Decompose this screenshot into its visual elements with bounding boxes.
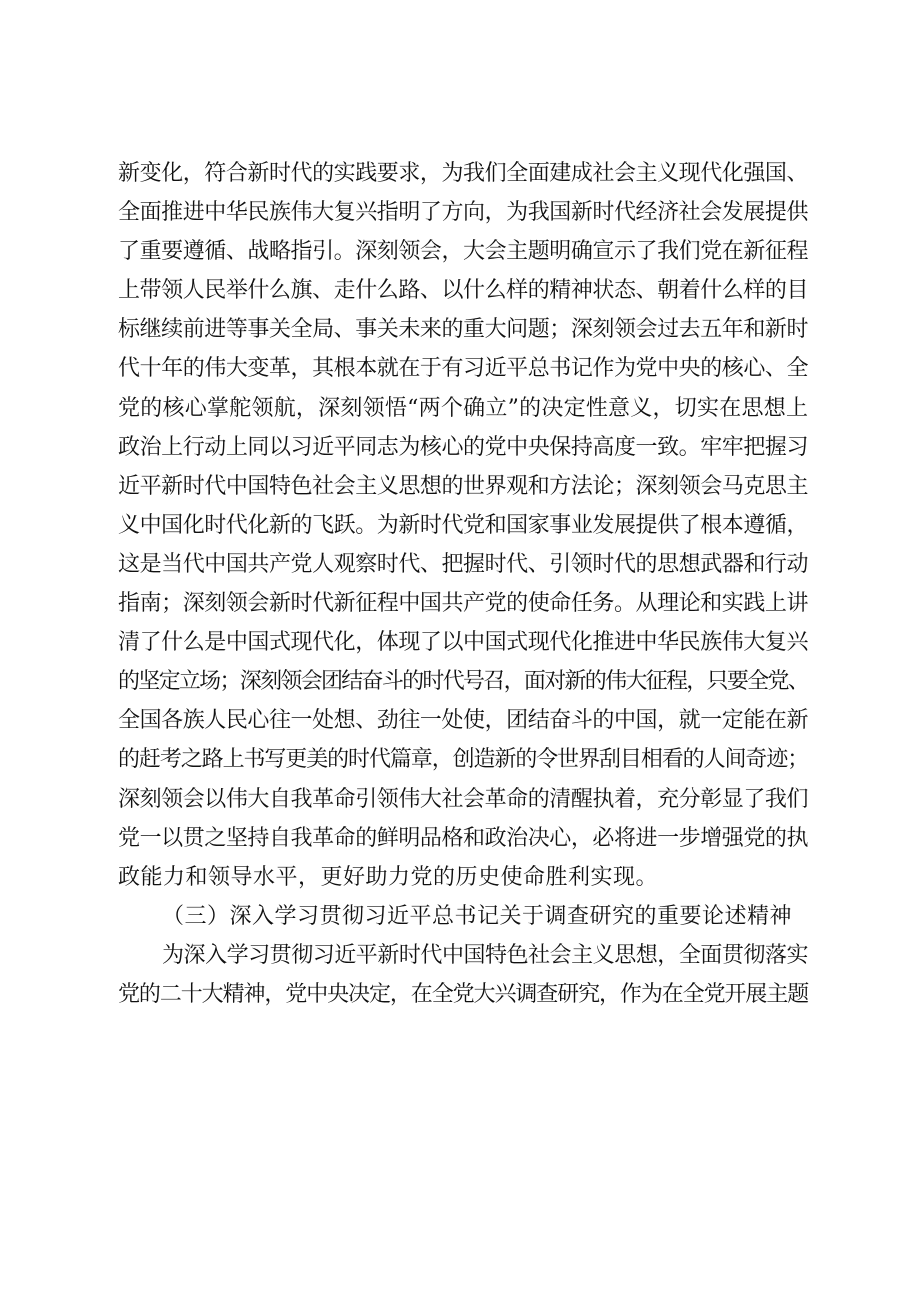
paragraph-line: 政治上行动上同以习近平同志为核心的党中央保持高度一致。牢牢把握习: [118, 434, 808, 460]
paragraph-line: 全面推进中华民族伟大复兴指明了方向，为我国新时代经济社会发展提供: [118, 200, 808, 226]
paragraph-line: 新变化，符合新时代的实践要求，为我们全面建成社会主义现代化强国、: [118, 161, 808, 186]
paragraph-line: 深刻领会以伟大自我革命引领伟大社会革命的清醒执着，充分彰显了我们: [118, 786, 808, 812]
section-paragraph-line: 为深入学习贯彻习近平新时代中国特色社会主义思想，全面贯彻落实: [162, 942, 808, 968]
paragraph-line: 全国各族人民心往一处想、劲往一处使，团结奋斗的中国，就一定能在新: [118, 708, 808, 734]
paragraph-line: 这是当代中国共产党人观察时代、把握时代、引领时代的思想武器和行动: [118, 551, 808, 577]
body-text: [118, 154, 808, 1014]
paragraph-line: 指南；深刻领会新时代新征程中国共产党的使命任务。从理论和实践上讲: [118, 591, 808, 617]
paragraph-line: 标继续前进等事关全局、事关未来的重大问题；深刻领会过去五年和新时: [118, 317, 808, 343]
paragraph-line: 近平新时代中国特色社会主义思想的世界观和方法论；深刻领会马克思主: [118, 473, 808, 499]
paragraph-line: 党一以贯之坚持自我革命的鲜明品格和政治决心，必将进一步增强党的执: [118, 825, 808, 851]
paragraph-line: 的赶考之路上书写更美的时代篇章，创造新的令世界刮目相看的人间奇迹；: [118, 747, 808, 773]
section-heading: （三）深入学习贯彻习近平总书记关于调查研究的重要论述精神: [162, 903, 793, 929]
section-paragraph-line: 党的二十大精神，党中央决定，在全党大兴调查研究，作为在全党开展主题: [118, 981, 808, 1007]
paragraph-line: 党的核心掌舵领航，深刻领悟“两个确立”的决定性意义，切实在思想上: [118, 395, 808, 421]
paragraph-line: 的坚定立场；深刻领会团结奋斗的时代号召，面对新的伟大征程，只要全党、: [118, 669, 808, 695]
paragraph-line: 清了什么是中国式现代化，体现了以中国式现代化推进中华民族伟大复兴: [118, 630, 808, 656]
paragraph-line: 代十年的伟大变革，其根本就在于有习近平总书记作为党中央的核心、全: [118, 356, 808, 382]
paragraph-line: 义中国化时代化新的飞跃。为新时代党和国家事业发展提供了根本遵循，: [118, 512, 808, 538]
paragraph-line-last: 政能力和领导水平，更好助力党的历史使命胜利实现。: [118, 864, 659, 890]
paragraph-line: 上带领人民举什么旗、走什么路、以什么样的精神状态、朝着什么样的目: [118, 278, 808, 304]
paragraph-line: 了重要遵循、战略指引。深刻领会，大会主题明确宣示了我们党在新征程: [118, 239, 808, 265]
